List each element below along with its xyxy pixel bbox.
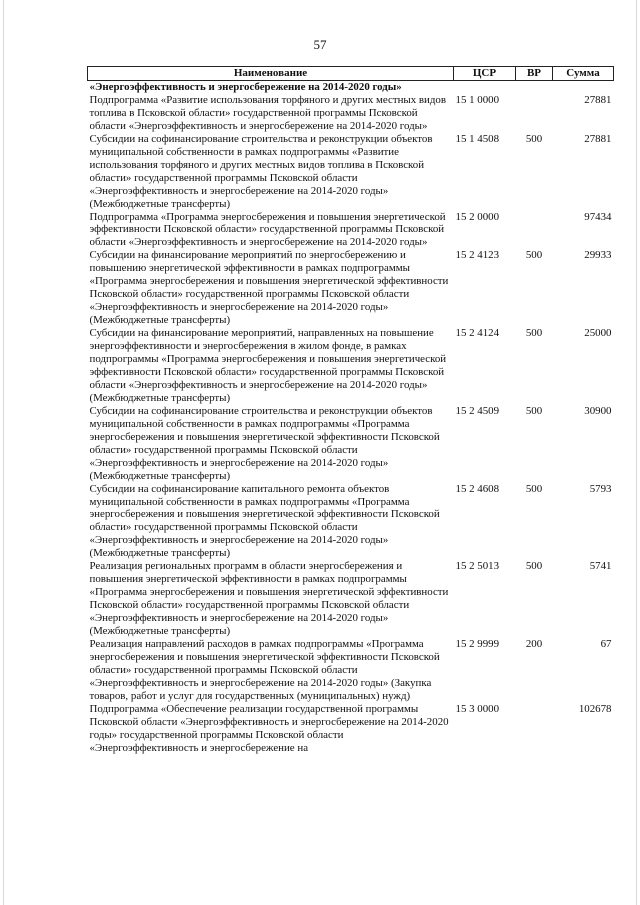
table-row	[88, 211, 614, 250]
row-sum: 27881	[584, 132, 612, 145]
row-vr	[516, 703, 553, 755]
row-vr: 500	[525, 560, 543, 573]
header-vr: ВР	[516, 67, 553, 81]
row-vr	[516, 94, 553, 133]
row-name: Субсидии на софинансирование строительства и реконструкции объектов муниципальной собственности в рамках подпрограммы «Развитие использования торфяного и других местных видов топлива в Псковской области» государственной программы Псковской области «Энергоэффективность и энергосбережение на 2014-2020 годы» (Межбюджетные трансферты)	[89, 132, 433, 210]
row-vr: 500	[525, 249, 543, 262]
table-row	[88, 405, 614, 483]
row-csr: 15 2 5013	[455, 560, 500, 573]
row-vr: 200	[525, 637, 543, 650]
row-name: Субсидии на финансирование мероприятий, направленных на повышение энергоэффективности и энергосбережения в жилом фонде, в рамках подпрограммы «Программа энергосбережения и повышения энергетической эффективности Псковской области» государственной программы Псковской области «Энергоэффективность и энергосбережение на 2014-2020 годы» (Межбюджетные трансферты)	[89, 327, 447, 404]
table-row	[88, 560, 614, 638]
row-sum: 25000	[584, 327, 612, 340]
row-csr: 15 2 4608	[455, 482, 500, 495]
row-csr: 15 3 0000	[455, 702, 500, 715]
row-csr: 15 1 0000	[455, 93, 500, 106]
row-vr: 500	[525, 132, 543, 145]
budget-table	[87, 66, 614, 755]
header-sum: Сумма	[553, 67, 614, 81]
row-sum: 67	[600, 637, 612, 650]
row-sum: 5793	[589, 482, 612, 495]
row-csr: 15 2 4124	[455, 327, 500, 340]
row-vr	[516, 211, 553, 250]
row-vr: 500	[525, 404, 543, 417]
row-name: Подпрограмма «Развитие использования торфяного и других местных видов топлива в Псковской области» государственной программы Псковской области «Энергоэффективность и энергосбережение на 2014-2020 годы»	[89, 93, 446, 132]
scan-edge-right	[636, 0, 637, 905]
row-name: Подпрограмма «Обеспечение реализации государственной программы Псковской области «Энергоэффективность и энергосбережение на 2014-2020 годы» государственной программы Псковской области «Энергоэффективность и энергосбережение на	[89, 702, 449, 754]
row-name: Подпрограмма «Программа энергосбережения и повышения энергетической эффективности Псковской области» государственной программы Псковской области «Энергоэффективность и энергосбережение на 2014-2020 годы»	[89, 210, 446, 249]
table-row	[88, 327, 614, 405]
row-sum: 102678	[578, 702, 612, 715]
row-vr: 500	[525, 482, 543, 495]
table-row	[88, 483, 614, 561]
row-name: Субсидии на софинансирование строительства и реконструкции объектов муниципальной собственности в рамках подпрограммы «Программа энергосбережения и повышения энергетической эффективности Псковской области» государственной программы Псковской области «Энергоэффективность и энергосбережение на 2014-2020 годы» (Межбюджетные трансферты)	[89, 404, 440, 482]
row-csr: 15 2 4123	[455, 249, 500, 262]
row-sum: 97434	[584, 210, 612, 223]
row-name: Реализация направлений расходов в рамках подпрограммы «Программа энергосбережения и повышения энергетической эффективности Псковской области» государственной программы Псковской области «Энергоэффективность и энергосбережение на 2014-2020 годы» (Закупка товаров, работ и услуг для государственных (муниципальных) нужд)	[89, 637, 440, 702]
row-vr: 500	[525, 327, 543, 340]
row-name: Субсидии на финансирование мероприятий по энергосбережению и повышению энергетической эффективности в рамках подпрограммы «Программа энергосбережения и повышения энергетической эффективности Псковской области» государственной программы Псковской области «Энергоэффективность и энергосбережение на 2014-2020 годы» (Межбюджетные трансферты)	[89, 249, 449, 327]
table-row	[88, 638, 614, 703]
row-csr: 15 2 4509	[455, 404, 500, 417]
row-csr: 15 2 9999	[455, 637, 500, 650]
header-csr: ЦСР	[454, 67, 516, 81]
row-sum: 27881	[584, 93, 612, 106]
row-csr: 15 1 4508	[455, 132, 500, 145]
table-header-row	[88, 67, 614, 81]
section-title-row	[88, 81, 614, 94]
page-number: 57	[313, 37, 327, 52]
table-row	[88, 249, 614, 327]
row-sum: 5741	[589, 560, 612, 573]
scan-edge-left	[3, 0, 4, 905]
row-name: Реализация региональных программ в области энергосбережения и повышения энергетической эффективности в рамках подпрограммы «Программа энергосбережения и повышения энергетической эффективности Псковской области» государственной программы Псковской области «Энергоэффективность и энергосбережение на 2014-2020 годы» (Межбюджетные трансферты)	[89, 560, 449, 638]
row-csr: 15 2 0000	[455, 210, 500, 223]
table-row	[88, 703, 614, 755]
section-title: «Энергоэффективность и энергосбережение на 2014-2020 годы»	[89, 81, 402, 93]
row-sum: 29933	[584, 249, 612, 262]
row-name: Субсидии на софинансирование капитального ремонта объектов муниципальной собственности в рамках подпрограммы «Программа энергосбережения и повышения энергетической эффективности Псковской области» государственной программы Псковской области «Энергоэффективность и энергосбережение на 2014-2020 годы» (Межбюджетные трансферты)	[89, 482, 440, 560]
table-row	[88, 94, 614, 133]
row-sum: 30900	[584, 404, 612, 417]
header-name: Наименование	[88, 67, 454, 81]
table-row	[88, 133, 614, 211]
